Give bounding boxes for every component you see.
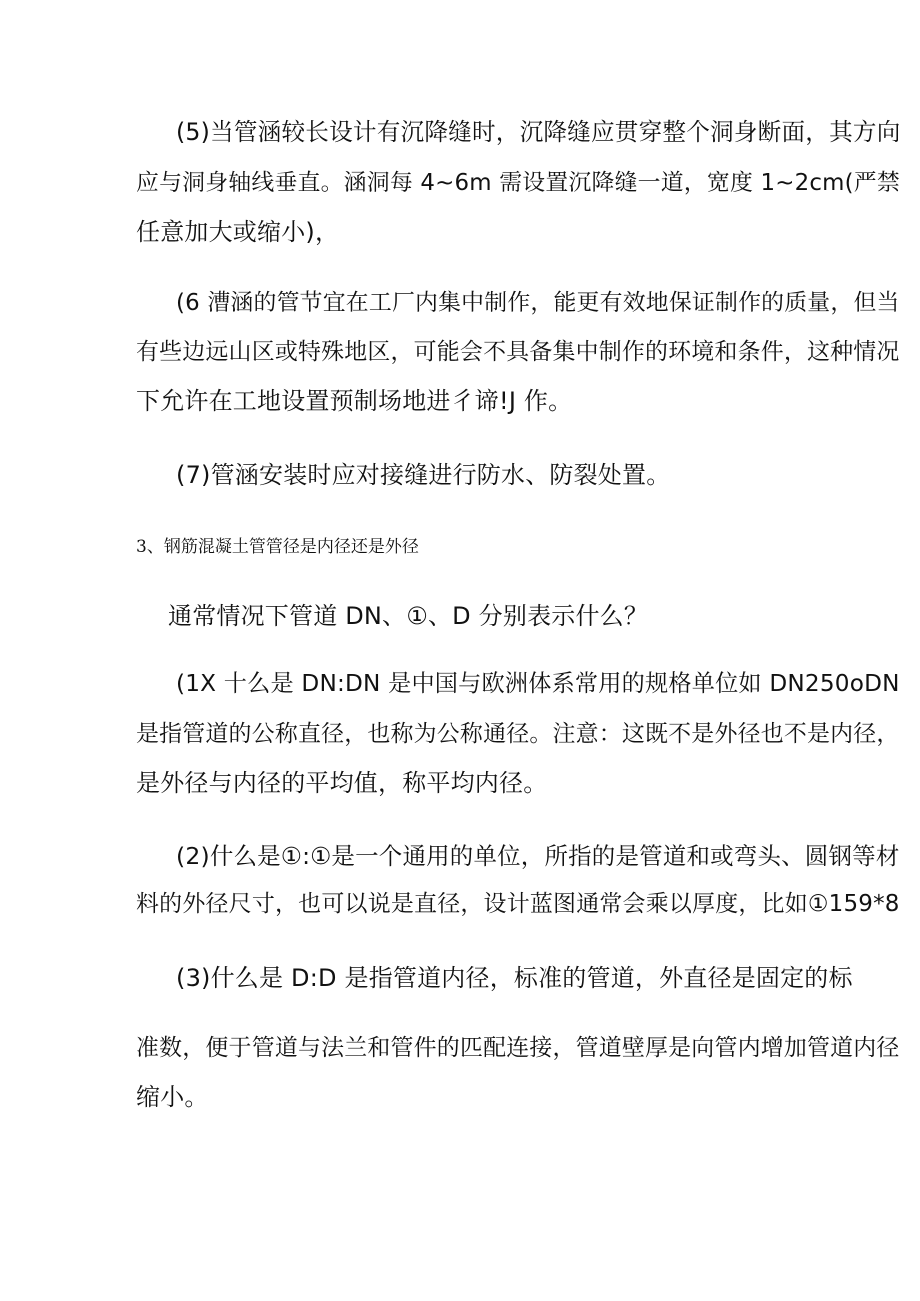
answer-1-line-1: (1X 十么是 DN:DN 是中国与欧洲体系常用的规格单位如 DN250oDN: [176, 670, 900, 697]
item-6-line-2: 有些边远山区或特殊地区，可能会不具备集中制作的环境和条件，这种情况: [136, 339, 900, 365]
item-5-line-2: 应与洞身轴线垂直。涵洞每 4~6m 需设置沉降缝一道，宽度 1~2cm(严禁: [136, 170, 900, 196]
answer-1-line-2: 是指管道的公称直径，也称为公称通径。注意：这既不是外径也不是内径，: [136, 721, 900, 747]
item-5-line-3: 任意加大或缩小)，: [136, 218, 340, 246]
item-6-line-3: 下允许在工地设置预制场地进彳谛!J 作。: [136, 387, 573, 415]
answer-3-line-3: 缩小。: [136, 1083, 209, 1111]
answer-2-line-2: 料的外径尺寸，也可以说是直径，设计蓝图通常会乘以厚度，比如①159*8: [136, 891, 900, 917]
item-6-line-1: (6 漕涵的管节宜在工厂内集中制作，能更有效地保证制作的质量，但当: [176, 290, 900, 316]
item-7-line-1: (7)管涵安装时应对接缝进行防水、防裂处置。: [176, 461, 671, 489]
intro-question: 通常情况下管道 DN、①、D 分别表示什么？: [168, 602, 649, 630]
answer-3-line-1: (3)什么是 D:D 是指管道内径，标准的管道，外直径是固定的标: [176, 964, 853, 992]
answer-2-line-1: (2)什么是①:①是一个通用的单位，所指的是管道和或弯头、圆钢等材: [176, 842, 900, 870]
answer-1-line-3: 是外径与内径的平均值，称平均内径。: [136, 769, 548, 797]
answer-3-line-2: 准数，便于管道与法兰和管件的匹配连接，管道壁厚是向管内增加管道内径: [136, 1035, 900, 1061]
item-5-line-1: (5)当管涵较长设计有沉降缝时，沉降缝应贯穿整个洞身断面，其方向: [176, 118, 901, 146]
section-3-heading: 3、钢筋混凝土管管径是内径还是外径: [136, 537, 419, 557]
